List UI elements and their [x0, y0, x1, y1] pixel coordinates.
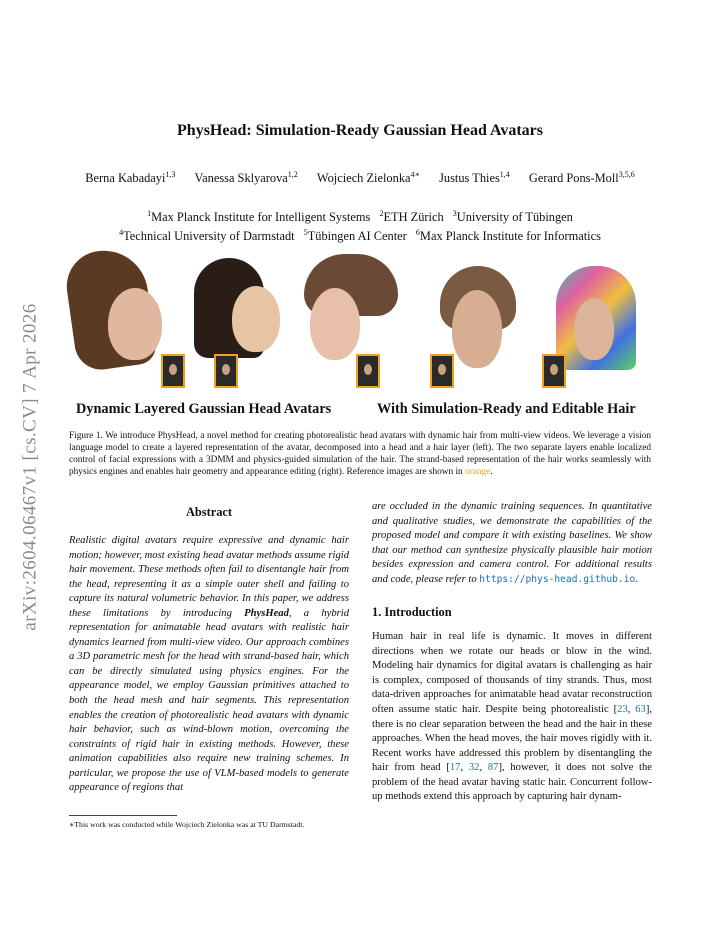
author: Berna Kabadayi$^{1,3}$: [85, 170, 176, 185]
author-list: [0, 170, 720, 186]
bald-head-image: [232, 286, 280, 352]
affiliation-line-1: $^1$Max Planck Institute for Intelligent Systems $^2$ETH Zürich $^3$University of Tübingen: [147, 209, 573, 224]
citation-link[interactable]: 17: [449, 762, 461, 774]
citation-link[interactable]: 23: [617, 704, 628, 716]
teaser-figure: [64, 246, 658, 396]
footnote: ∗This work was conducted while Wojciech Zielonka was at TU Darmstadt.: [69, 820, 305, 829]
affiliation-line-2: $^4$Technical University of Darmstadt $^5$Tübingen AI Center $^6$Max Planck Institute for Informatics: [119, 228, 601, 243]
reference-image: [430, 354, 454, 388]
left-column: [69, 500, 349, 796]
citation-link[interactable]: 32: [468, 762, 480, 774]
teaser-left-caption: Dynamic Layered Gaussian Head Avatars: [76, 401, 332, 417]
introduction-text: Human hair in real life is dynamic. It moves in different directions when we rotate our heads or blow in the wind. Modeling hair dynamics for digital avatars is challenging as hair is complex, composed of thousands of tiny strands. Thus, most data-driven approaches for animatable head avatar reconstruction often assume static hair. Despite being photorealistic [23, 63], there is no clear separation between the head and the hair in these approaches. When the head moves, the hair moves rigidly with it. Recent works have addressed this problem by disentangling the hair from head [17, 32, 87], however, it does not solve the problem of the head avatar having static hair. Concurrent follow-up methods extend this approach by capturing hair dynam-: [372, 631, 653, 803]
teaser-right-caption: With Simulation-Ready and Editable Hair: [377, 401, 636, 417]
arxiv-identifier: arXiv:2604.06467v1 [cs.CV] 7 Apr 2026: [20, 303, 41, 631]
author: Vanessa Sklyarova$^{1,2}$: [194, 170, 298, 185]
right-column: [372, 500, 652, 805]
abstract-text: Realistic digital avatars require expressive and dynamic hair motion; however, most existing head avatar methods assume rigid hair movement. These methods often fail to disentangle hair from the head, representing it as a simple outer shell and failing to capture its natural volumetric behavior. In this paper, we address these limitations by introducing PhysHead, a hybrid representation for animatable head avatars with realistic hair dynamics learned from multi-view video. Our approach combines a 3D parametric mesh for the head with strand-based hair, which can be directly simulated using physics engines. For the appearance model, we employ Gaussian primitives attached to both the head mesh and hair segments. This representation enables the creation of photorealistic head avatars with dynamic hair behavior, such as wind-blown motion, overcoming the constraints of rigid hair in existing methods. However, these animation capabilities also require new training schemes. In particular, we propose the use of VLM-based models to generate appearance of regions that: [69, 535, 349, 794]
reference-image: [542, 354, 566, 388]
reference-image: [356, 354, 380, 388]
citation-link[interactable]: 63: [635, 704, 646, 716]
bald-head-image: [310, 288, 360, 360]
author: Justus Thies$^{1,4}$: [439, 170, 510, 185]
author: Wojciech Zielonka$^{4∗}$: [316, 170, 420, 185]
orange-highlight: orange: [465, 467, 491, 477]
project-link[interactable]: https://phys-head.github.io: [479, 573, 636, 585]
edited-avatar-face-image: [574, 298, 614, 360]
citation-link[interactable]: 87: [487, 762, 499, 774]
affiliations: [0, 206, 720, 244]
reference-image: [161, 354, 185, 388]
figure-caption: Figure 1. We introduce PhysHead, a novel method for creating photorealistic head avatars with dynamic hair from multi-view videos. We leverage a vision language model to create a layered representation of the avatar, decomposed into a head and a hair layer (left). The two separate layers enable localized control of facial expressions with a 3DMM and physics-guided simulation of the hair. The strand-based representation of the hair works seamlessly with physics engines and enables hair geometry and appearance editing (right). Reference images are shown in orange.: [69, 431, 651, 477]
abstract-continued: are occluded in the dynamic training sequences. In quantitative and qualitative studies, we demonstrate the capabilities of the proposed model and compare it with existing baselines. We show that our method can synthesize physically plausible hair motion besides expression and camera control. For additional results and code, please refer to https://phys-head.github.io.: [372, 501, 652, 585]
footnote-rule: [69, 815, 177, 816]
arxiv-sidebar: [14, 262, 48, 672]
simulated-hair-avatar-image: [452, 290, 502, 368]
abstract-heading: Abstract: [185, 505, 233, 519]
paper-title: PhysHead: Simulation-Ready Gaussian Head Avatars: [177, 122, 543, 139]
author: Gerard Pons-Moll$^{3,5,6}$: [528, 170, 635, 185]
introduction-heading: 1. Introduction: [372, 605, 452, 620]
bald-head-image: [108, 288, 162, 360]
reference-image: [214, 354, 238, 388]
